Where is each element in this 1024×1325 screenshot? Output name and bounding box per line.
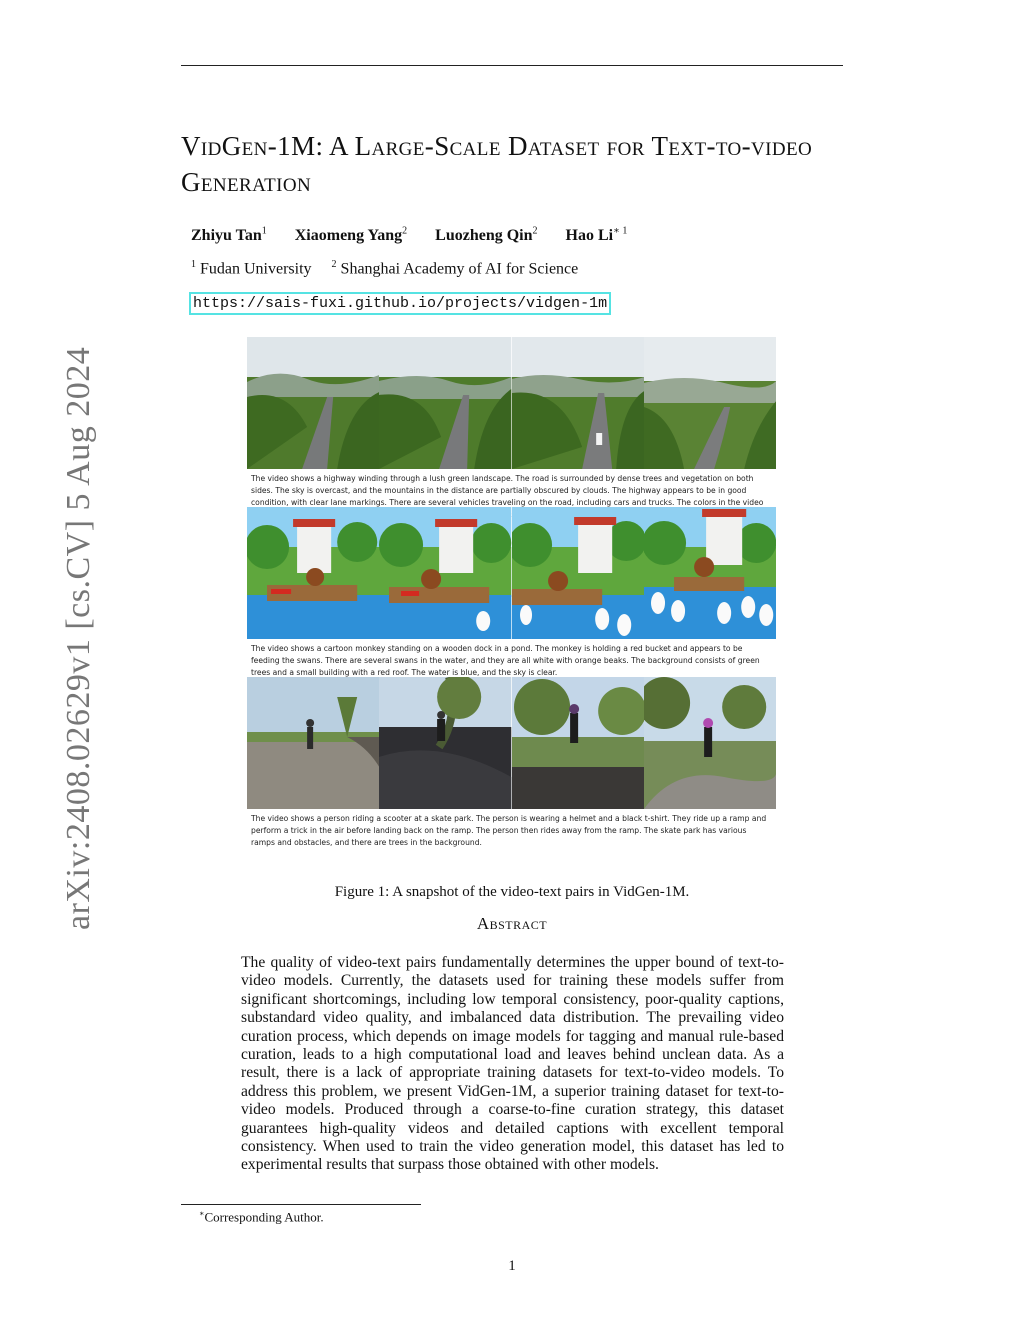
skatepark-frame	[644, 677, 776, 809]
affiliation: Fudan University	[200, 260, 312, 278]
project-link[interactable]: https://sais-fuxi.github.io/projects/vidgen-1m	[189, 292, 611, 315]
highway-frame	[247, 337, 379, 469]
author: Luozheng Qin$^2$	[435, 226, 538, 245]
video-caption: The video shows a person riding a scooter at a skate park. The person is wearing a helmet and a black t-shirt. They ride up a ramp and perform a trick in the air before landing back on the ramp. The person then rides away from the ramp. The skate park has various ramps and obstacles, and there are trees in the background.	[251, 814, 767, 847]
author-list	[191, 226, 651, 245]
video-frames-skatepark	[247, 677, 776, 809]
highway-frame	[379, 337, 511, 469]
affiliation: Shanghai Academy of AI for Science	[340, 260, 579, 278]
footnote: ∗Corresponding Author.	[199, 1209, 324, 1225]
author: Xiaomeng Yang$^2$	[294, 226, 408, 245]
abstract-text: The quality of video-text pairs fundamentally determines the upper bound of text-to-video models. Currently, the datasets used for training these models suffer from significant shortcomings, including low temporal consistency, poor-quality captions, substandard video quality, and imbalanced data distribution. The prevailing video curation process, which depends on image models for tagging and manual rule-based curation, leads to a high computational load and leaves behind unclean data. As a result, there is a lack of appropriate training datasets for text-to-video models. To address this problem, we present VidGen-1M, a superior training dataset for text-to-video models. Produced through a coarse-to-fine curation strategy, this dataset guarantees high-quality videos and detailed captions with excellent temporal consistency. When used to train the video generation model, this dataset has led to experimental results that surpass those obtained with other models.	[241, 954, 784, 1174]
video-frames-cartoon	[247, 507, 776, 639]
skatepark-frame	[247, 677, 379, 809]
cartoon-frame	[379, 507, 511, 639]
skatepark-frame	[512, 677, 644, 809]
video-frames-highway	[247, 337, 776, 469]
figure-caption: Figure 1: A snapshot of the video-text pairs in VidGen-1M.	[334, 884, 690, 900]
cartoon-frame	[247, 507, 379, 639]
figure-1	[247, 337, 776, 847]
page-number: 1	[508, 1258, 516, 1274]
skatepark-frame	[379, 677, 511, 809]
video-caption: The video shows a highway winding through a lush green landscape. The road is surrounded by dense trees and vegetation on both sides. The sky is overcast, and the mountains in the distance are partially obscured by clouds. The highway appears to be in good condition, with clear lane markings. There are several vehicles traveling on the road, including cars and trucks. The colors in the video	[251, 474, 764, 507]
cartoon-frame	[512, 507, 644, 639]
highway-frame	[644, 337, 776, 469]
abstract-heading: Abstract	[476, 914, 548, 933]
author: Hao $Li^{∗ 1}$	[565, 226, 628, 245]
footnote-rule	[181, 1204, 421, 1205]
highway-frame	[512, 337, 644, 469]
affiliations: $^1$ Fudan University $^2$ Shanghai Academy of AI for Science	[191, 259, 579, 278]
cartoon-frame	[644, 507, 776, 639]
paper-title: VidGen-1M: A Large-Scale Dataset for Text-to-video Generation	[181, 131, 813, 197]
header-rule	[181, 65, 843, 66]
arxiv-identifier: arXiv:2408.02629v1 [cs.CV] 5 Aug 2024	[60, 346, 97, 930]
author: Zhiyu Tan$^1$	[191, 226, 267, 245]
video-caption: The video shows a cartoon monkey standing on a wooden dock in a pond. The monkey is holding a red bucket and appears to be feeding the swans. There are several swans in the water, and they are all white with orange beaks. The background consists of green trees and a small building with a red roof. The water is blue, and the sky is clear.	[251, 644, 760, 677]
